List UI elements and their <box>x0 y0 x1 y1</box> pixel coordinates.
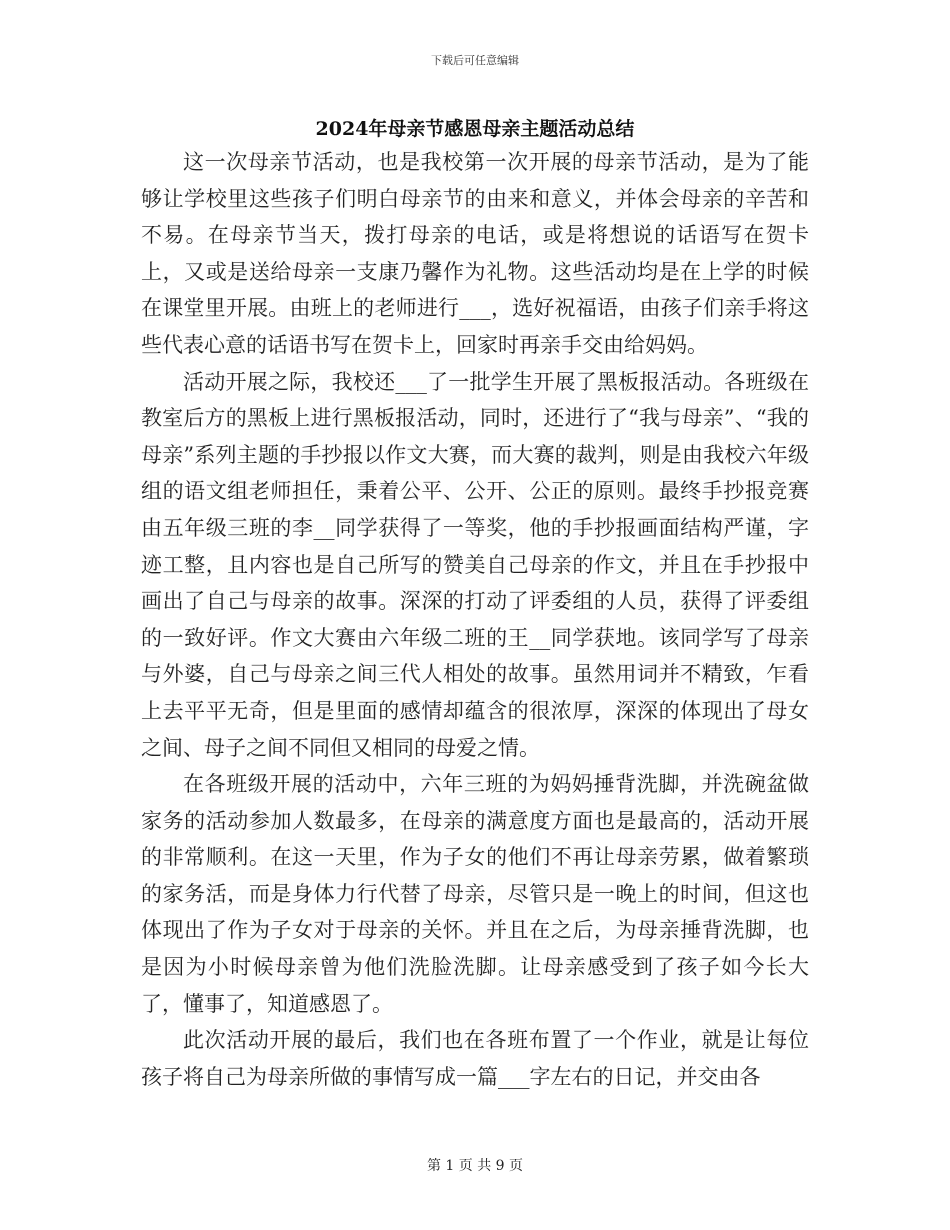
paragraph: 在各班级开展的活动中，六年三班的为妈妈捶背洗脚，并洗碗盆做家务的活动参加人数最多，在母亲的满意度方面也是最高的，活动开展的非常顺利。在这一天里，作为子女的他们不再让母亲劳累，做着繁琐的家务活，而是身体力行代替了母亲，尽管只是一晚上的时间，但这也体现出了作为子女对于母亲的关怀。并且在之后，为母亲捶背洗脚，也是因为小时候母亲曾为他们洗脸洗脚。让母亲感受到了孩子如今长大了，懂事了，知道感恩了。 <box>141 772 809 1016</box>
paragraph: 此次活动开展的最后，我们也在各班布置了一个作业，就是让每位孩子将自己为母亲所做的事情写成一篇___字左右的日记，并交由各 <box>141 1028 809 1089</box>
paragraph: 活动开展之际，我校还___了一批学生开展了黑板报活动。各班级在教室后方的黑板上进行黑板报活动，同时，还进行了“我与母亲”、“我的母亲”系列主题的手抄报以作文大赛，而大赛的裁判，则是由我校六年级组的语文组老师担任，秉着公平、公开、公正的原则。最终手抄报竞赛由五年级三班的李__同学获得了一等奖，他的手抄报画面结构严谨，字迹工整，且内容也是自己所写的赞美自己母亲的作文，并且在手抄报中画出了自己与母亲的故事。深深的打动了评委组的人员，获得了评委组的一致好评。作文大赛由六年级二班的王__同学获地。该同学写了母亲与外婆，自己与母亲之间三代人相处的故事。虽然用词并不精致，乍看上去平平无奇，但是里面的感情却蕴含的很浓厚，深深的体现出了母女之间、母子之间不同但又相同的母爱之情。 <box>141 369 809 760</box>
page-number: 第 1 页 共 9 页 <box>426 1158 524 1174</box>
page-header-note: 下载后可任意编辑 <box>431 54 519 67</box>
document-title: 2024年母亲节感恩母亲主题活动总结 <box>315 118 635 140</box>
paragraph: 这一次母亲节活动，也是我校第一次开展的母亲节活动，是为了能够让学校里这些孩子们明白母亲节的由来和意义，并体会母亲的辛苦和不易。在母亲节当天，拨打母亲的电话，或是将想说的话语写在贺卡上，又或是送给母亲一支康乃馨作为礼物。这些活动均是在上学的时候在课堂里开展。由班上的老师进行___，选好祝福语，由孩子们亲手将这些代表心意的话语书写在贺卡上，回家时再亲手交由给妈妈。 <box>141 150 809 357</box>
document-body <box>141 144 809 1095</box>
